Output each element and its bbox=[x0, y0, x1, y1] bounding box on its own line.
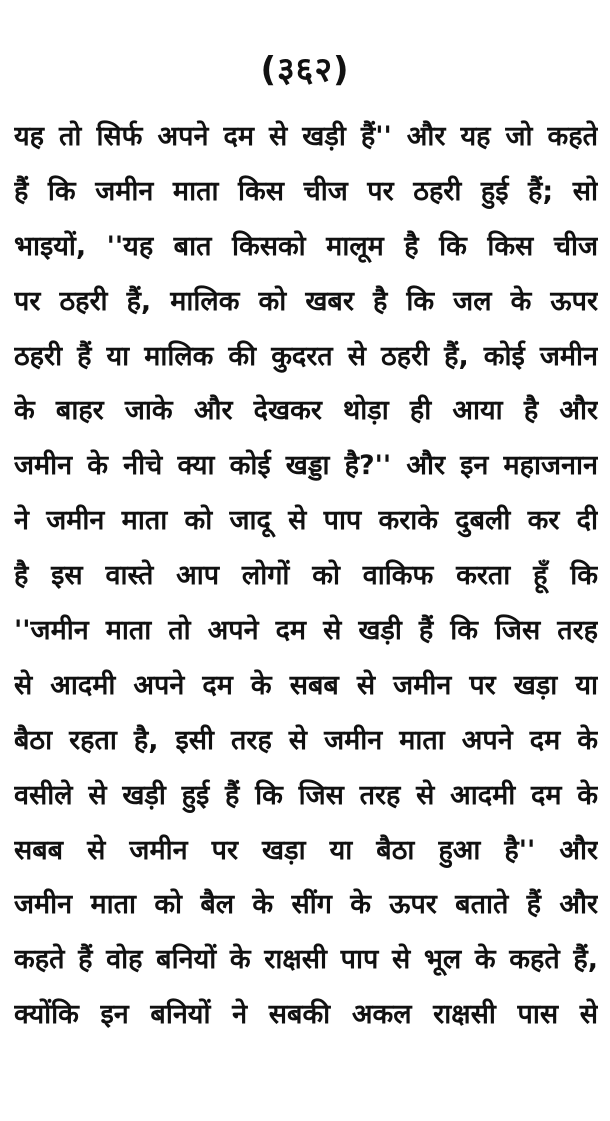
text-line: बैठा रहता है, इसी तरह से जमीन माता अपने दम के bbox=[14, 724, 598, 756]
text-line: से आदमी अपने दम के सबब से जमीन पर खड़ा या bbox=[14, 669, 598, 701]
text-line: यह तो सिर्फ अपने दम से खड़ी हैं'' और यह जो कहते bbox=[14, 121, 598, 152]
page-number: (३६२) bbox=[260, 50, 350, 90]
text-line: सबब से जमीन पर खड़ा या बैठा हुआ है'' और bbox=[14, 834, 598, 866]
text-line: ठहरी हैं या मालिक की कुदरत से ठहरी हैं, कोई जमीन bbox=[14, 340, 598, 372]
text-line: जमीन माता को बैल के सींग के ऊपर बताते हैं और bbox=[14, 889, 598, 921]
body-text bbox=[14, 110, 598, 1043]
text-line: पर ठहरी हैं, मालिक को खबर है कि जल के ऊपर bbox=[14, 285, 598, 317]
text-line: क्योंकि इन बनियों ने सबकी अकल राक्षसी पास से bbox=[14, 999, 598, 1031]
text-line: ''जमीन माता तो अपने दम से खड़ी हैं कि जिस तरह bbox=[14, 615, 598, 647]
text-line: कहते हैं वोह बनियों के राक्षसी पाप से भूल के कहते हैं, bbox=[14, 944, 598, 976]
text-line: वसीले से खड़ी हुई हैं कि जिस तरह से आदमी दम के bbox=[14, 779, 598, 811]
text-line: भाइयों, ''यह बात किसको मालूम है कि किस चीज bbox=[14, 230, 598, 262]
text-line: है इस वास्ते आप लोगों को वाकिफ करता हूँ कि bbox=[14, 560, 598, 592]
text-line: जमीन के नीचे क्या कोई खड्डा है?'' और इन महाजनान bbox=[14, 450, 598, 482]
text-line: हैं कि जमीन माता किस चीज पर ठहरी हुई हैं; सो bbox=[14, 175, 598, 207]
text-line: के बाहर जाके और देखकर थोड़ा ही आया है और bbox=[14, 395, 598, 427]
text-line: ने जमीन माता को जादू से पाप कराके दुबली कर दी bbox=[14, 505, 598, 537]
